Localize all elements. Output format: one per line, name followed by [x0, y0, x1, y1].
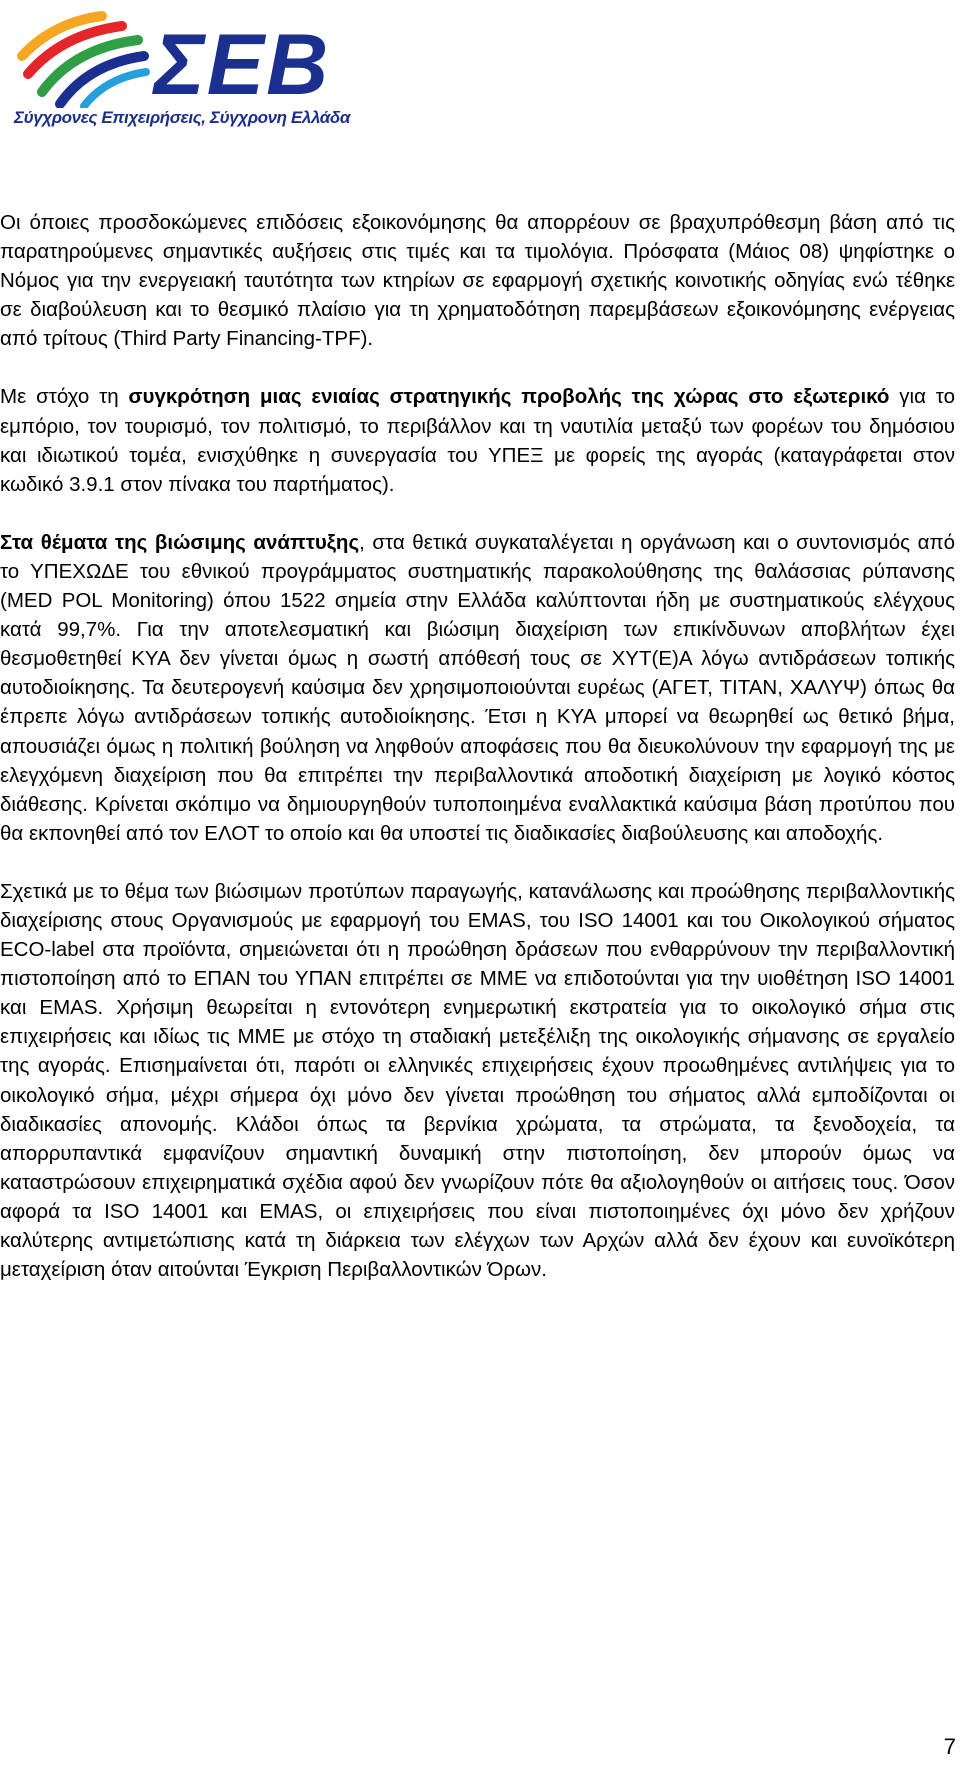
paragraph-emphasis: Στα θέματα της βιώσιμης ανάπτυξης	[0, 530, 360, 554]
paragraph-text: Σχετικά με το θέμα των βιώσιμων προτύπων παραγωγής, κατανάλωσης και προώθησης περιβαλλοντικής διαχείρισης στους Οργανισμούς με εφαρμογή του EMAS, του ISO 14001 και του Οικολογικού σήματος ECO-label στα προϊόντα, σημειώνεται ότι η προώθηση δράσεων που ενθαρρύνουν την περιβαλλοντική πιστοποίηση από το ΕΠΑΝ του ΥΠΑΝ επιτρέπει σε ΜΜΕ να επιδοτούνται για την υιοθέτηση ISO 14001 και EMAS. Χρήσιμη θεωρείται η εντονότερη ενημερωτική εκστρατεία για το οικολογικό σήμα στις επιχειρήσεις και ιδίως τις ΜΜΕ με στόχο τη σταδιακή μετεξέλιξη της οικολογικής σήμανσης σε εργαλείο της αγοράς. Επισημαίνεται ότι, παρότι οι ελληνικές επιχειρήσεις έχουν προωθημένες αντιλήψεις για το οικολογικό σήμα, μέχρι σήμερα όχι μόνο δεν γίνεται προώθηση του σήματος αλλά εμποδίζονται οι διαδικασίες απονομής. Κλάδοι όπως τα βερνίκια χρώματα, τα στρώματα, τα ξενοδοχεία, τα απορρυπαντικά εμφανίζουν σημαντική δυναμική στην πιστοποίηση, δεν μπορούν όμως να καταστρώσουν επιχειρηματικά σχέδια αφού δεν γνωρίζουν πότε θα αξιολογηθούν οι αιτήσεις τους. Όσον αφορά τα ISO 14001 και EMAS, οι επιχειρήσεις που είναι πιστοποιημένες όχι μόνο δεν χρήζουν καλύτερης αντιμετώπισης κατά τη διάρκεια των ελέγχων των Αρχών αλλά δεν έχουν και ευνοϊκότερη μεταχείριση όταν αιτούνται Έγκριση Περιβαλλοντικών Όρων.	[0, 879, 955, 1282]
logo-swoosh-icon	[14, 8, 154, 108]
logo-tagline: Σύγχρονες Επιχειρήσεις, Σύγχρονη Ελλάδα	[14, 108, 351, 127]
paragraph-sustainable-production	[0, 877, 955, 1284]
paragraph-energy-savings	[0, 208, 955, 353]
paragraph-text: για το εμπόριο, τον τουρισμό, τον πολιτισμό, το περιβάλλον και τη ναυτιλία μεταξύ των φορέων του δημόσιου και ιδιωτικού τομέα, ενισχύθηκε η συνεργασία του ΥΠΕΞ με φορείς της αγοράς (καταγράφεται στον κωδικό 3.9.1 στον πίνακα του παρτήματος).	[0, 385, 956, 496]
paragraph-sustainable-development	[0, 528, 955, 848]
paragraph-text: , στα θετικά συγκαταλέγεται η οργάνωση και ο συντονισμός από το ΥΠΕΧΩΔΕ του εθνικού προγράμματος συστηματικής παρακολούθησης της θαλάσσιας ρύπανσης (MED POL Monitoring) όπου 1522 σημεία στην Ελλάδα καλύπτονται ήδη με συστηματικούς ελέγχους κατά 99,7%. Για την αποτελεσματική και βιώσιμη διαχείριση των επικίνδυνων αποβλήτων έχει θεσμοθετηθεί ΚΥΑ δεν γίνεται όμως η σωστή απόθεσή τους σε ΧΥΤ(Ε)Α λόγω αντιδράσεων τοπικής αυτοδιοίκησης. Τα δευτερογενή καύσιμα δεν χρησιμοποιούνται ευρέως (ΑΓΕΤ, ΤΙΤΑΝ, ΧΑΛΥΨ) όπως θα έπρεπε λόγω αντιδράσεων τοπικής αυτοδιοίκησης. Έτσι η ΚΥΑ μπορεί να θεωρηθεί ως θετικό βήμα, απουσιάζει όμως η πολιτική βούληση να ληφθούν αποφάσεις που θα διευκολύνουν την εφαρμογή της με ελεγχόμενη διαχείριση που θα επιτρέπει την περιβαλλοντικά αποδοτική διαχείριση με λογικό κόστος διάθεσης. Κρίνεται σκόπιμο να δημιουργηθούν τυποποιημένα εναλλακτικά καύσιμα βάση προτύπου που θα εκπονηθεί από τον ΕΛΟΤ το οποίο και θα υποστεί τις διαδικασίες διαβούλευσης και αποδοχής.	[0, 530, 955, 845]
document-body	[0, 208, 955, 1284]
page-number: 7	[943, 1734, 956, 1759]
paragraph-text: Οι όποιες προσδοκώμενες επιδόσεις εξοικονόμησης θα απορρέουν σε βραχυπρόθεσμη βάση από τις παρατηρούμενες σημαντικές αυξήσεις στις τιμές και τα τιμολόγια. Πρόσφατα (Μάιος 08) ψηφίστηκε ο Νόμος για την ενεργειακή ταυτότητα των κτηρίων σε εφαρμογή σχετικής κοινοτικής οδηγίας ενώ τέθηκε σε διαβούλευση και το θεσμικό πλαίσιο για τη χρηματοδότηση παρεμβάσεων εξοικονόμησης ενέργειας από τρίτους (Third Party Financing-TPF).	[0, 211, 955, 351]
logo-wordmark: ΣΕΒ	[154, 17, 331, 113]
paragraph-country-promotion	[0, 382, 955, 498]
paragraph-emphasis: συγκρότηση μιας ενιαίας στρατηγικής προβολής της χώρας στο εξωτερικό	[128, 385, 890, 409]
seb-logo	[14, 8, 351, 133]
paragraph-text: Με στόχο τη	[0, 385, 129, 409]
